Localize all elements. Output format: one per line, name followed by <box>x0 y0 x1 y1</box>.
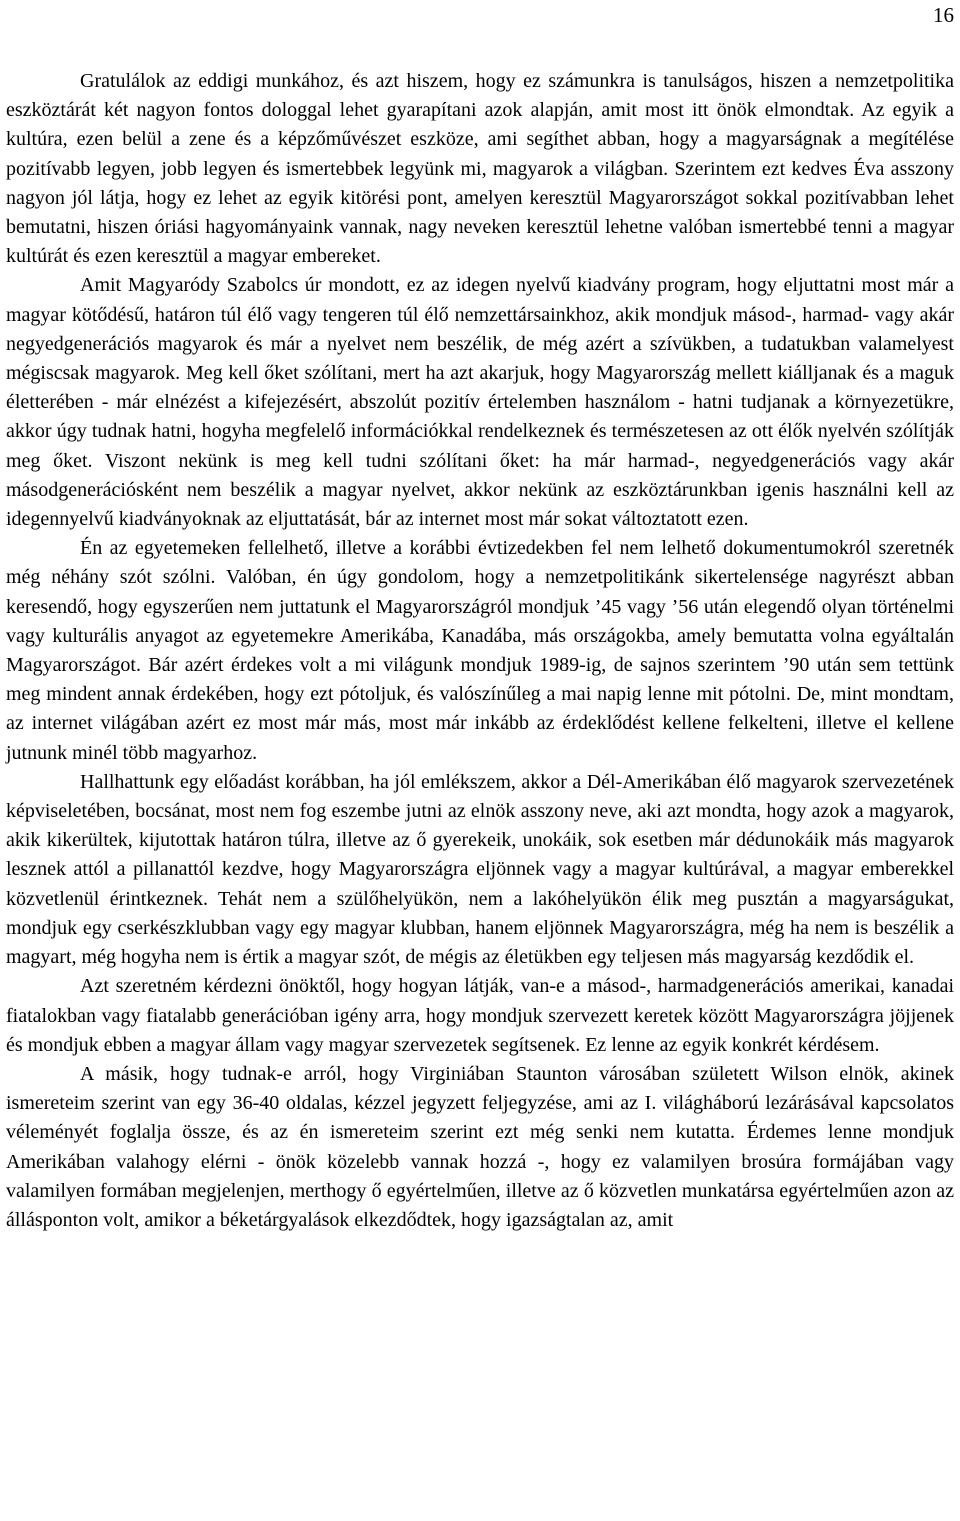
paragraph: Én az egyetemeken fellelhető, illetve a korábbi évtizedekben fel nem lelhető dokumentumokról szeretnék még néhány szót szólni. Valóban, én úgy gondolom, hogy a nemzetpolitikánk sikertelensége nagyrészt abban keresendő, hogy egyszerűen nem juttatunk el Magyarországról mondjuk ’45 vagy ’56 után elegendő olyan történelmi vagy kulturális anyagot az egyetemekre Amerikába, Kanadába, más országokba, amely bemutatta volna egyáltalán Magyarországot. Bár azért érdekes volt a mi világunk mondjuk 1989-ig, de sajnos szerintem ’90 után sem tettünk meg mindent annak érdekében, hogy ezt pótoljuk, és valószínűleg a mai napig lenne mit pótolni. De, mint mondtam, az internet világában azért ez most már más, most már inkább az érdeklődést kellene felkelteni, illetve el kellene jutnunk minél több magyarhoz. <box>6 537 954 764</box>
paragraph: A másik, hogy tudnak-e arról, hogy Virginiában Staunton városában született Wilson elnök, akinek ismereteim szerint van egy 36-40 oldalas, kézzel jegyzett feljegyzése, ami az I. világháború lezárásával kapcsolatos véleményét foglalja össze, és az én ismereteim szerint ezt még senki nem kutatta. Érdemes lenne mondjuk Amerikában valahogy elérni - önök közelebb vannak hozzá -, hogy ez valamilyen brosúra formájában vagy valamilyen formában megjelenjen, merthogy ő egyértelműen, illetve az ő közvetlen munkatársa egyértelműen azon az állásponton volt, amikor a béketárgyalások elkezdődtek, hogy igazságtalan az, amit <box>6 1062 954 1231</box>
body-text <box>6 67 954 1235</box>
paragraph: Hallhattunk egy előadást korábban, ha jól emlékszem, akkor a Dél-Amerikában élő magyarok szervezetének képviseletében, bocsánat, most nem fog eszembe jutni az elnök asszony neve, aki azt mondta, hogy azok a magyarok, akik kikerültek, kijutottak határon túlra, illetve az ő gyerekeik, unokáik, sok esetben már dédunokáik más magyarok lesznek attól a pillanattól kezdve, hogy Magyarországra eljönnek vagy a magyar kultúrával, a magyar emberekkel közvetlenül érintkeznek. Tehát nem a szülőhelyükön, nem a lakóhelyükön élik meg pusztán a magyarságukat, mondjuk egy cserkészklubban vagy egy magyar klubban, hanem eljönnek Magyarországra, még ha nem is beszélik a magyart, még hogyha nem is értik a magyar szót, de mégis az életükben egy teljesen más magyarság kezdődik el. <box>6 770 954 969</box>
page-number: 16 <box>933 3 954 27</box>
paragraph: Azt szeretném kérdezni önöktől, hogy hogyan látják, van-e a másod-, harmadgenerációs amerikai, kanadai fiatalokban vagy fiatalabb generációban igény arra, hogy mondjuk szervezett keretek között Magyarországra jöjjenek és mondjuk ebben a magyar állam vagy magyar szervezetek segítsenek. Ez lenne az egyik konkrét kérdésem. <box>6 975 954 1056</box>
paragraph: Gratulálok az eddigi munkához, és azt hiszem, hogy ez számunkra is tanulságos, hiszen a nemzetpolitika eszköztárát két nagyon fontos dologgal lehet gyarapítani azok alapján, amit most itt önök elmondtak. Az egyik a kultúra, ezen belül a zene és a képzőművészet eszköze, ami segíthet abban, hogy a magyarságnak a megítélése pozitívabb legyen, jobb legyen és ismertebbek legyünk mi, magyarok a világban. Szerintem ezt kedves Éva asszony nagyon jól látja, hogy ez lehet az egyik kitörési pont, amelyen keresztül Magyarországot sokkal pozitívabban lehet bemutatni, hiszen óriási hagyományaink vannak, nagy neveken keresztül lehetne valóban ismertebbé tenni a magyar kultúrát és ezen keresztül a magyar embereket. <box>6 70 954 268</box>
document-page <box>6 0 954 1521</box>
paragraph: Amit Magyaródy Szabolcs úr mondott, ez az idegen nyelvű kiadvány program, hogy eljuttatni most már a magyar kötődésű, határon túl élő vagy tengeren túl élő nemzettársainkhoz, akik mondjuk másod-, harmad- vagy akár negyedgenerációs magyarok és már a nyelvet nem beszélik, de még azért a szívükben, a tudatukban valamelyest mégiscsak magyarok. Meg kell őket szólítani, mert ha azt akarjuk, hogy Magyarország mellett kiálljanak és a maguk életterében - már elnézést a kifejezésért, abszolút pozitív értelemben használom - hatni tudjanak a környezetükre, akkor úgy tudnak hatni, hogyha megfelelő információkkal rendelkeznek és természetesen az ott élők nyelvén szólítják meg őket. Viszont nekünk is meg kell tudni szólítani őket: ha már harmad-, negyedgenerációs vagy akár másodgenerációsként nem beszélik a magyar nyelvet, akkor nekünk az eszköztárunkban igenis használni kell az idegennyelvű kiadványoknak az eljuttatását, bár az internet most már sokat változtatott ezen. <box>6 274 954 531</box>
